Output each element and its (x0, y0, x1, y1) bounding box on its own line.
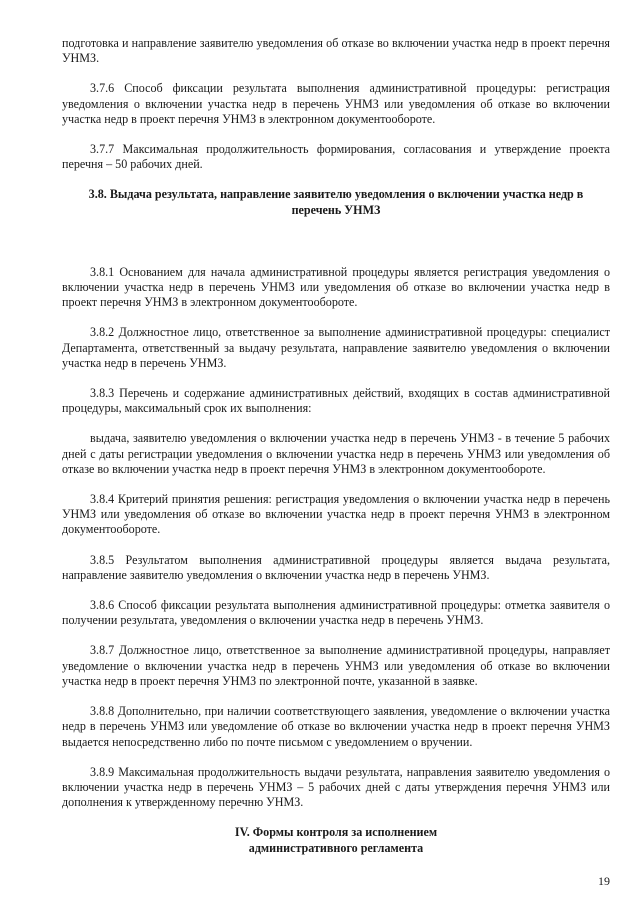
paragraph-3-8-6: 3.8.6 Способ фиксации результата выполнения административной процедуры: отметка заявителя о получении результата, уведомления о включении участка недр в перечень УНМЗ. (62, 598, 610, 628)
section-heading-3-8: 3.8. Выдача результата, направление заявителю уведомления о включении участка недр в перечень УНМЗ (88, 187, 584, 217)
paragraph-3-8-2: 3.8.2 Должностное лицо, ответственное за выполнение административной процедуры: специалист Департамента, ответственный за выдачу результата, направление заявителю уведомления о включении участка недр в перечень УНМЗ. (62, 325, 610, 370)
paragraph-3-8-3: 3.8.3 Перечень и содержание административных действий, входящих в состав административной процедуры, максимальный срок их выполнения: (62, 386, 610, 416)
section-heading-iv: IV. Формы контроля за исполнением административного регламента (234, 825, 438, 855)
paragraph-3-8-7: 3.8.7 Должностное лицо, ответственное за выполнение административной процедуры, направляет уведомление о включении участка недр в перечень УНМЗ или уведомления об отказе во включении участка недр в проект перечня УНМЗ по электронной почте, указанной в заявке. (62, 643, 610, 688)
paragraph-3-8-4: 3.8.4 Критерий принятия решения: регистрация уведомления о включении участка недр в перечень УНМЗ или уведомления об отказе во включении участка недр в проект перечня УНМЗ в электронном документообороте. (62, 492, 610, 537)
page-number: 19 (598, 874, 610, 888)
paragraph-3-8-3-item: выдача, заявителю уведомления о включении участка недр в перечень УНМЗ - в течение 5 рабочих дней с даты регистрации уведомления о включении участка недр в перечень УНМЗ или уведомления об отказе во включении участка недр в проект перечня УНМЗ в электронном документообороте. (62, 431, 610, 476)
paragraph-3-8-5: 3.8.5 Результатом выполнения административной процедуры является выдача результата, направление заявителю уведомления о включении участка недр в перечень УНМЗ. (62, 552, 610, 582)
continuation-paragraph: подготовка и направление заявителю уведомления об отказе во включении участка недр в проект перечня УНМЗ. (62, 36, 610, 66)
paragraph-3-7-7: 3.7.7 Максимальная продолжительность формирования, согласования и утверждение проекта перечня – 50 рабочих дней. (62, 142, 610, 172)
paragraph-3-8-9: 3.8.9 Максимальная продолжительность выдачи результата, направления заявителю уведомления о включении участка недр в перечень УНМЗ – 5 рабочих дней с даты утверждения перечня УНМЗ или дополнения к утвержденному перечню УНМЗ. (62, 764, 610, 810)
document-page (62, 36, 610, 872)
paragraph-3-8-8: 3.8.8 Дополнительно, при наличии соответствующего заявления, уведомление о включении участка недр в перечень УНМЗ или уведомление об отказе во включении участка недр в проект перечня УНМЗ выдается непосредственно либо по почте письмом с уведомлением о вручении. (62, 704, 610, 749)
paragraph-3-7-6: 3.7.6 Способ фиксации результата выполнения административной процедуры: регистрация уведомления о включении участка недр в перечень УНМЗ или уведомления об отказе во включении участка недр в проект перечня УНМЗ в электронном документообороте. (62, 81, 610, 126)
paragraph-3-8-1: 3.8.1 Основанием для начала административной процедуры является регистрация уведомления о включении участка недр в перечень УНМЗ или уведомления об отказе во включении участка недр в проект перечня УНМЗ в электронном документообороте. (62, 264, 610, 310)
